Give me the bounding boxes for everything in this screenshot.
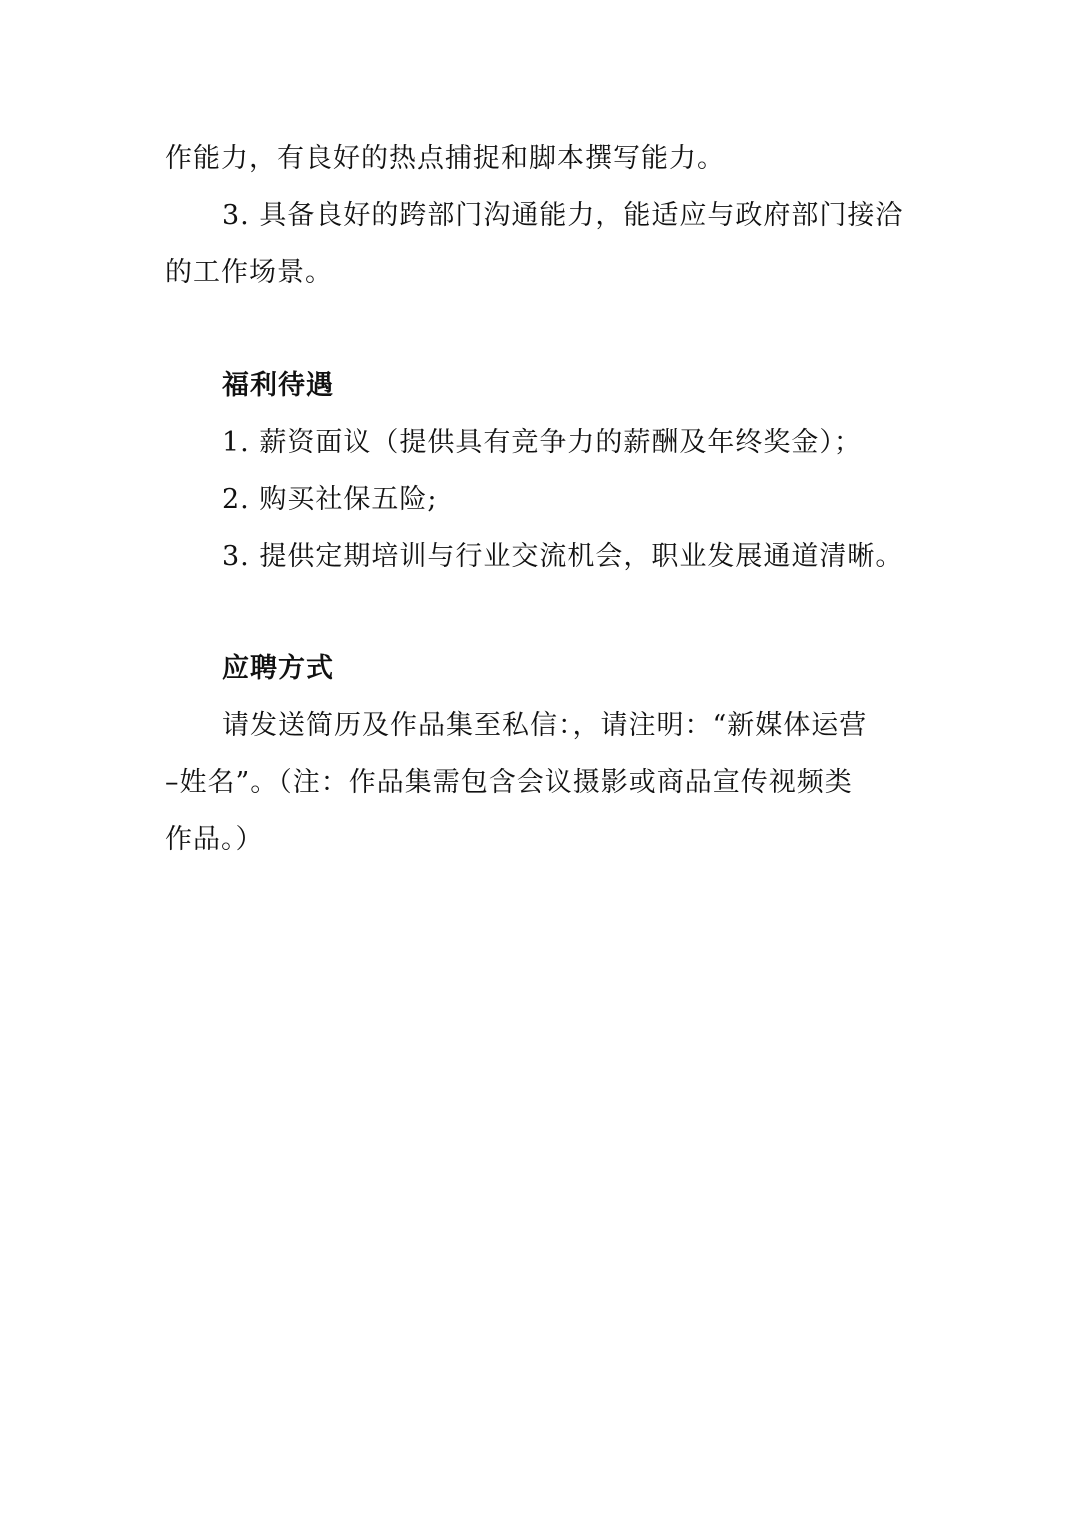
benefits-item-2: 2. 购买社保五险; <box>222 484 438 515</box>
benefits-item-3: 3. 提供定期培训与行业交流机会，职业发展通道清晰。 <box>222 541 904 572</box>
qualification-item-3-line-2: 的工作场景。 <box>165 257 333 288</box>
qualification-item-3-line-1: 3. 具备良好的跨部门沟通能力，能适应与政府部门接洽 <box>222 200 904 231</box>
benefits-item-1: 1. 薪资面议（提供具有竞争力的薪酬及年终奖金）； <box>222 427 862 458</box>
application-line-1: 请发送简历及作品集至私信：，请注明：“新媒体运营 <box>222 710 868 741</box>
qualifications-line-continued: 作能力，有良好的热点捕捉和脚本撰写能力。 <box>165 143 725 174</box>
benefits-heading: 福利待遇 <box>222 370 334 401</box>
application-line-3: 作品。） <box>165 824 264 855</box>
application-heading: 应聘方式 <box>222 653 334 684</box>
application-line-2: –姓名”。（注：作品集需包含会议摄影或商品宣传视频类 <box>165 767 853 798</box>
